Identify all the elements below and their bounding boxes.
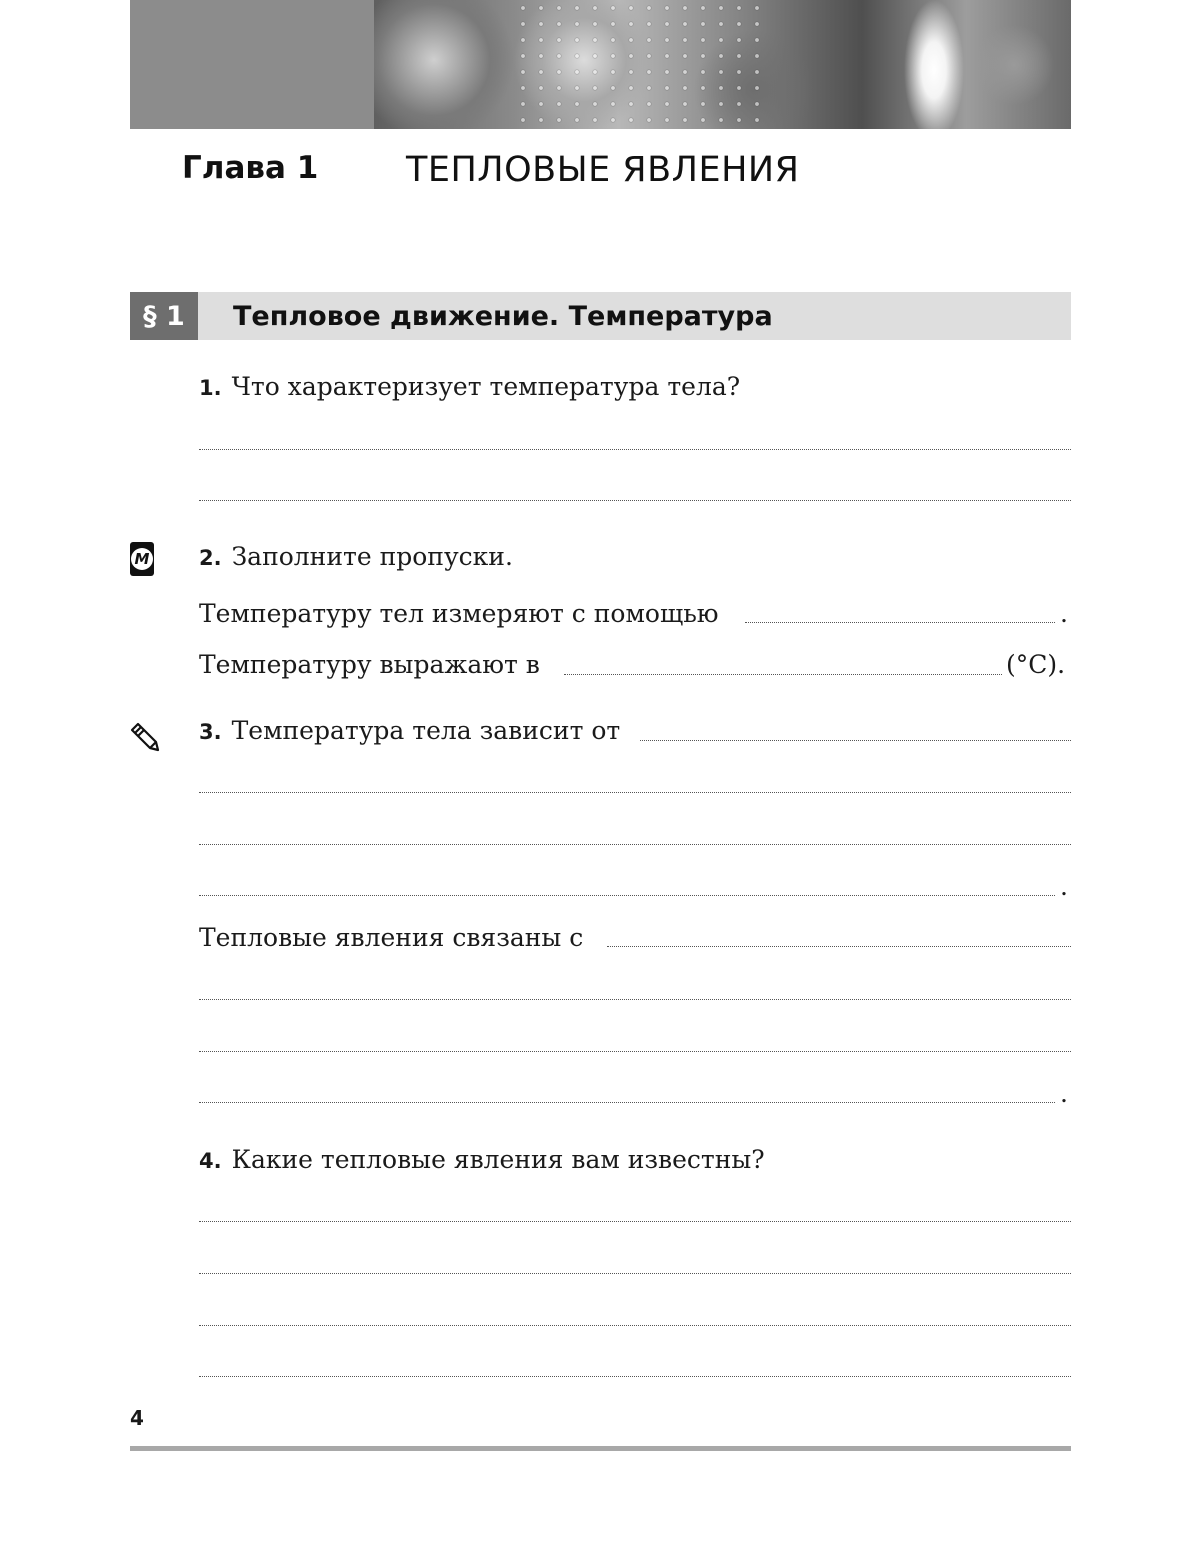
task-2 [199,542,513,571]
answer-line[interactable] [199,999,1071,1000]
answer-line[interactable] [199,449,1071,450]
answer-blank[interactable] [564,674,1002,675]
answer-line[interactable] [199,792,1071,793]
answer-blank[interactable] [745,622,1055,623]
chapter-label: Глава 1 [182,150,319,186]
chapter-banner [130,0,1071,129]
footer-rule [130,1446,1071,1451]
task-4 [199,1145,765,1174]
fill-in-text: Температуру тел измеряют с помощью [199,599,719,628]
answer-line[interactable] [199,1051,1071,1052]
answer-line[interactable] [607,946,1071,947]
period: . [1060,599,1068,628]
task-text: Температура тела зависит от [231,716,621,745]
period: . [1060,1079,1068,1108]
task-number: 2. [199,546,222,570]
banner-bubbles [514,0,764,129]
task-1 [199,372,740,401]
metapredmet-icon: М [130,542,154,576]
period: . [1060,872,1068,901]
unit-text: (°C). [1006,650,1066,679]
task-number: 4. [199,1149,222,1173]
task-text: Заполните пропуски. [231,542,513,571]
answer-line[interactable] [199,500,1071,501]
pencil-icon [128,720,160,752]
task-text: Что характеризует температура тела? [231,372,741,401]
answer-line[interactable] [199,1102,1055,1103]
task-3 [199,716,620,745]
section-header [130,292,1071,340]
banner-photo [374,0,1071,129]
answer-line[interactable] [199,1221,1071,1222]
task-text: Какие тепловые явления вам известны? [231,1145,765,1174]
section-title: Тепловое движение. Температура [233,300,773,332]
task-number: 3. [199,720,222,744]
fill-in-text: Тепловые явления связаны с [199,923,584,952]
task-number: 1. [199,376,222,400]
answer-line[interactable] [199,1273,1071,1274]
fill-in-text: Температуру выражают в [199,650,540,679]
answer-line[interactable] [199,1376,1071,1377]
section-number: § 1 [130,292,198,340]
chapter-title: ТЕПЛОВЫЕ ЯВЛЕНИЯ [406,150,800,190]
answer-line[interactable] [199,1325,1071,1326]
answer-line[interactable] [199,844,1071,845]
banner-gray-block [130,0,374,129]
page-number: 4 [130,1406,144,1430]
answer-line[interactable] [640,740,1071,741]
answer-line[interactable] [199,895,1055,896]
